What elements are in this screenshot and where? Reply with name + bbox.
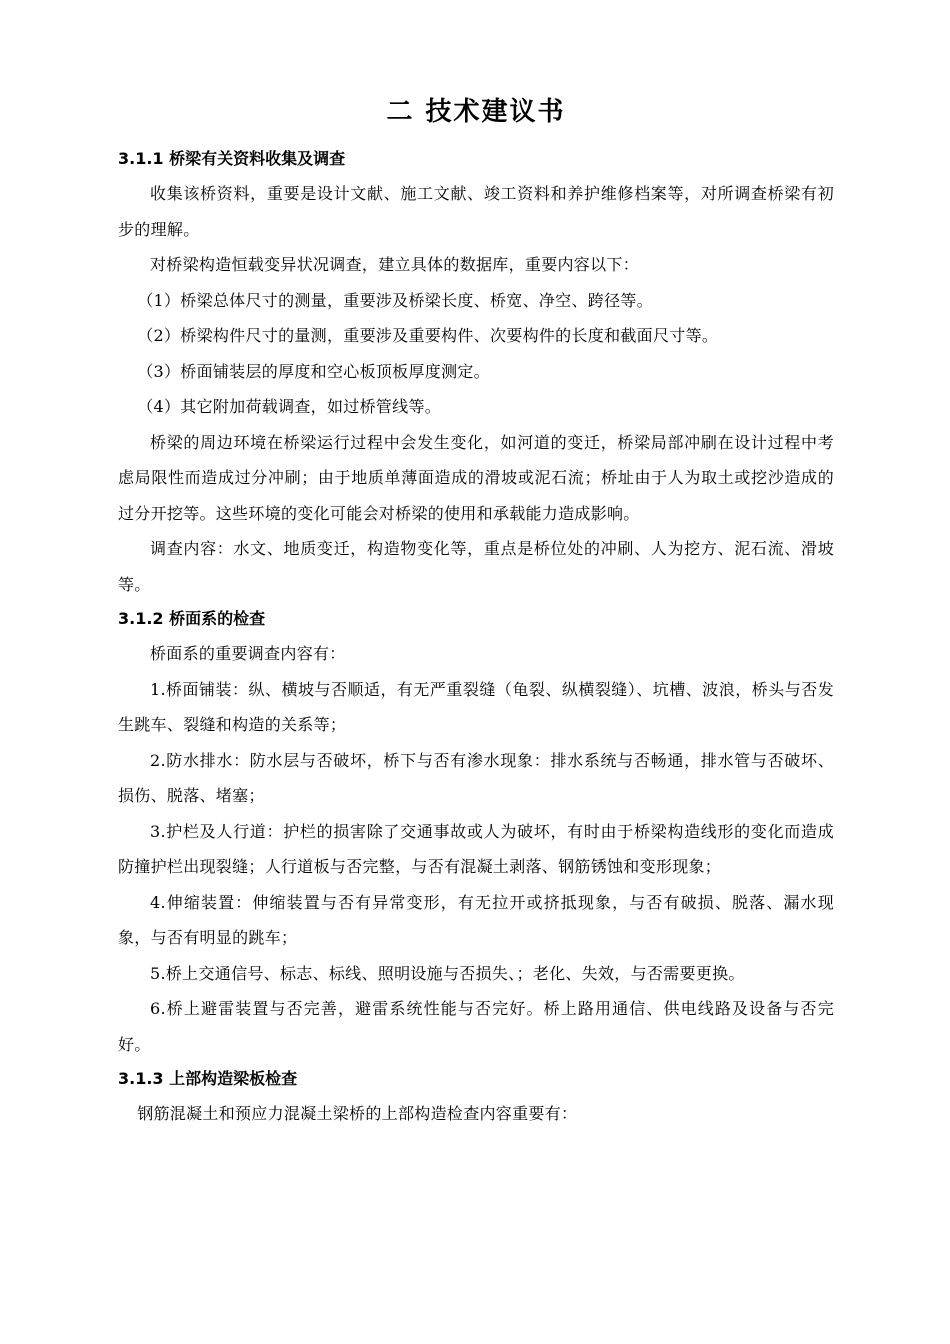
list-item: 4.伸缩装置：伸缩装置与否有异常变形，有无拉开或挤抵现象，与否有破损、脱落、漏水现象，与否有明显的跳车； <box>118 892 834 947</box>
paragraph: 桥面系的重要调查内容有： <box>150 644 346 663</box>
section-heading-3-1-1: 3.1.1 桥梁有关资料收集及调查 <box>118 149 346 168</box>
section-heading-3-1-2: 3.1.2 桥面系的检查 <box>118 609 266 628</box>
list-item: 5.桥上交通信号、标志、标线、照明设施与否损失、；老化、失效，与否需要更换。 <box>150 963 745 983</box>
list-item: 6.桥上避雷装置与否完善，避雷系统性能与否完好。桥上路用通信、供电线路及设备与否完好。 <box>118 999 834 1054</box>
paragraph: 钢筋混凝土和预应力混凝土梁桥的上部构造检查内容重要有： <box>137 1104 578 1123</box>
list-item: （2）桥梁构件尺寸的量测，重要涉及重要构件、次要构件的长度和截面尺寸等。 <box>137 326 719 345</box>
section-heading-3-1-3: 3.1.3 上部构造梁板检查 <box>118 1069 298 1088</box>
document-title: 二 技术建议书 <box>386 97 566 127</box>
document-page <box>118 92 834 1132</box>
list-item: （3）桥面铺装层的厚度和空心板顶板厚度测定。 <box>137 361 490 381</box>
list-item: （4）其它附加荷载调查，如过桥管线等。 <box>137 397 442 416</box>
list-item: （1）桥梁总体尺寸的测量，重要涉及桥梁长度、桥宽、净空、跨径等。 <box>137 290 653 310</box>
list-item: 1.桥面铺装：纵、横坡与否顺适，有无严重裂缝（龟裂、纵横裂缝）、坑槽、波浪，桥头与否发生跳车、裂缝和构造的关系等； <box>118 679 834 734</box>
paragraph: 桥梁的周边环境在桥梁运行过程中会发生变化，如河道的变迁，桥梁局部冲刷在设计过程中考虑局限性而造成过分冲刷；由于地质单薄面造成的滑坡或泥石流；桥址由于人为取土或挖沙造成的过分开挖等。这些环境的变化可能会对桥梁的使用和承载能力造成影响。 <box>118 432 834 523</box>
paragraph: 收集该桥资料，重要是设计文献、施工文献、竣工资料和养护维修档案等，对所调查桥梁有初步的理解。 <box>118 184 834 239</box>
list-item: 3.护栏及人行道：护栏的损害除了交通事故或人为破坏，有时由于桥梁构造线形的变化而造成防撞护栏出现裂缝；人行道板与否完整，与否有混凝土剥落、钢筋锈蚀和变形现象； <box>118 821 834 876</box>
paragraph: 调查内容：水文、地质变迁，构造物变化等，重点是桥位处的冲刷、人为挖方、泥石流、滑坡等。 <box>118 539 834 594</box>
list-item: 2.防水排水：防水层与否破坏，桥下与否有渗水现象：排水系统与否畅通，排水管与否破坏、损伤、脱落、堵塞； <box>118 750 834 805</box>
paragraph: 对桥梁构造恒载变异状况调查，建立具体的数据库，重要内容以下： <box>150 255 640 274</box>
